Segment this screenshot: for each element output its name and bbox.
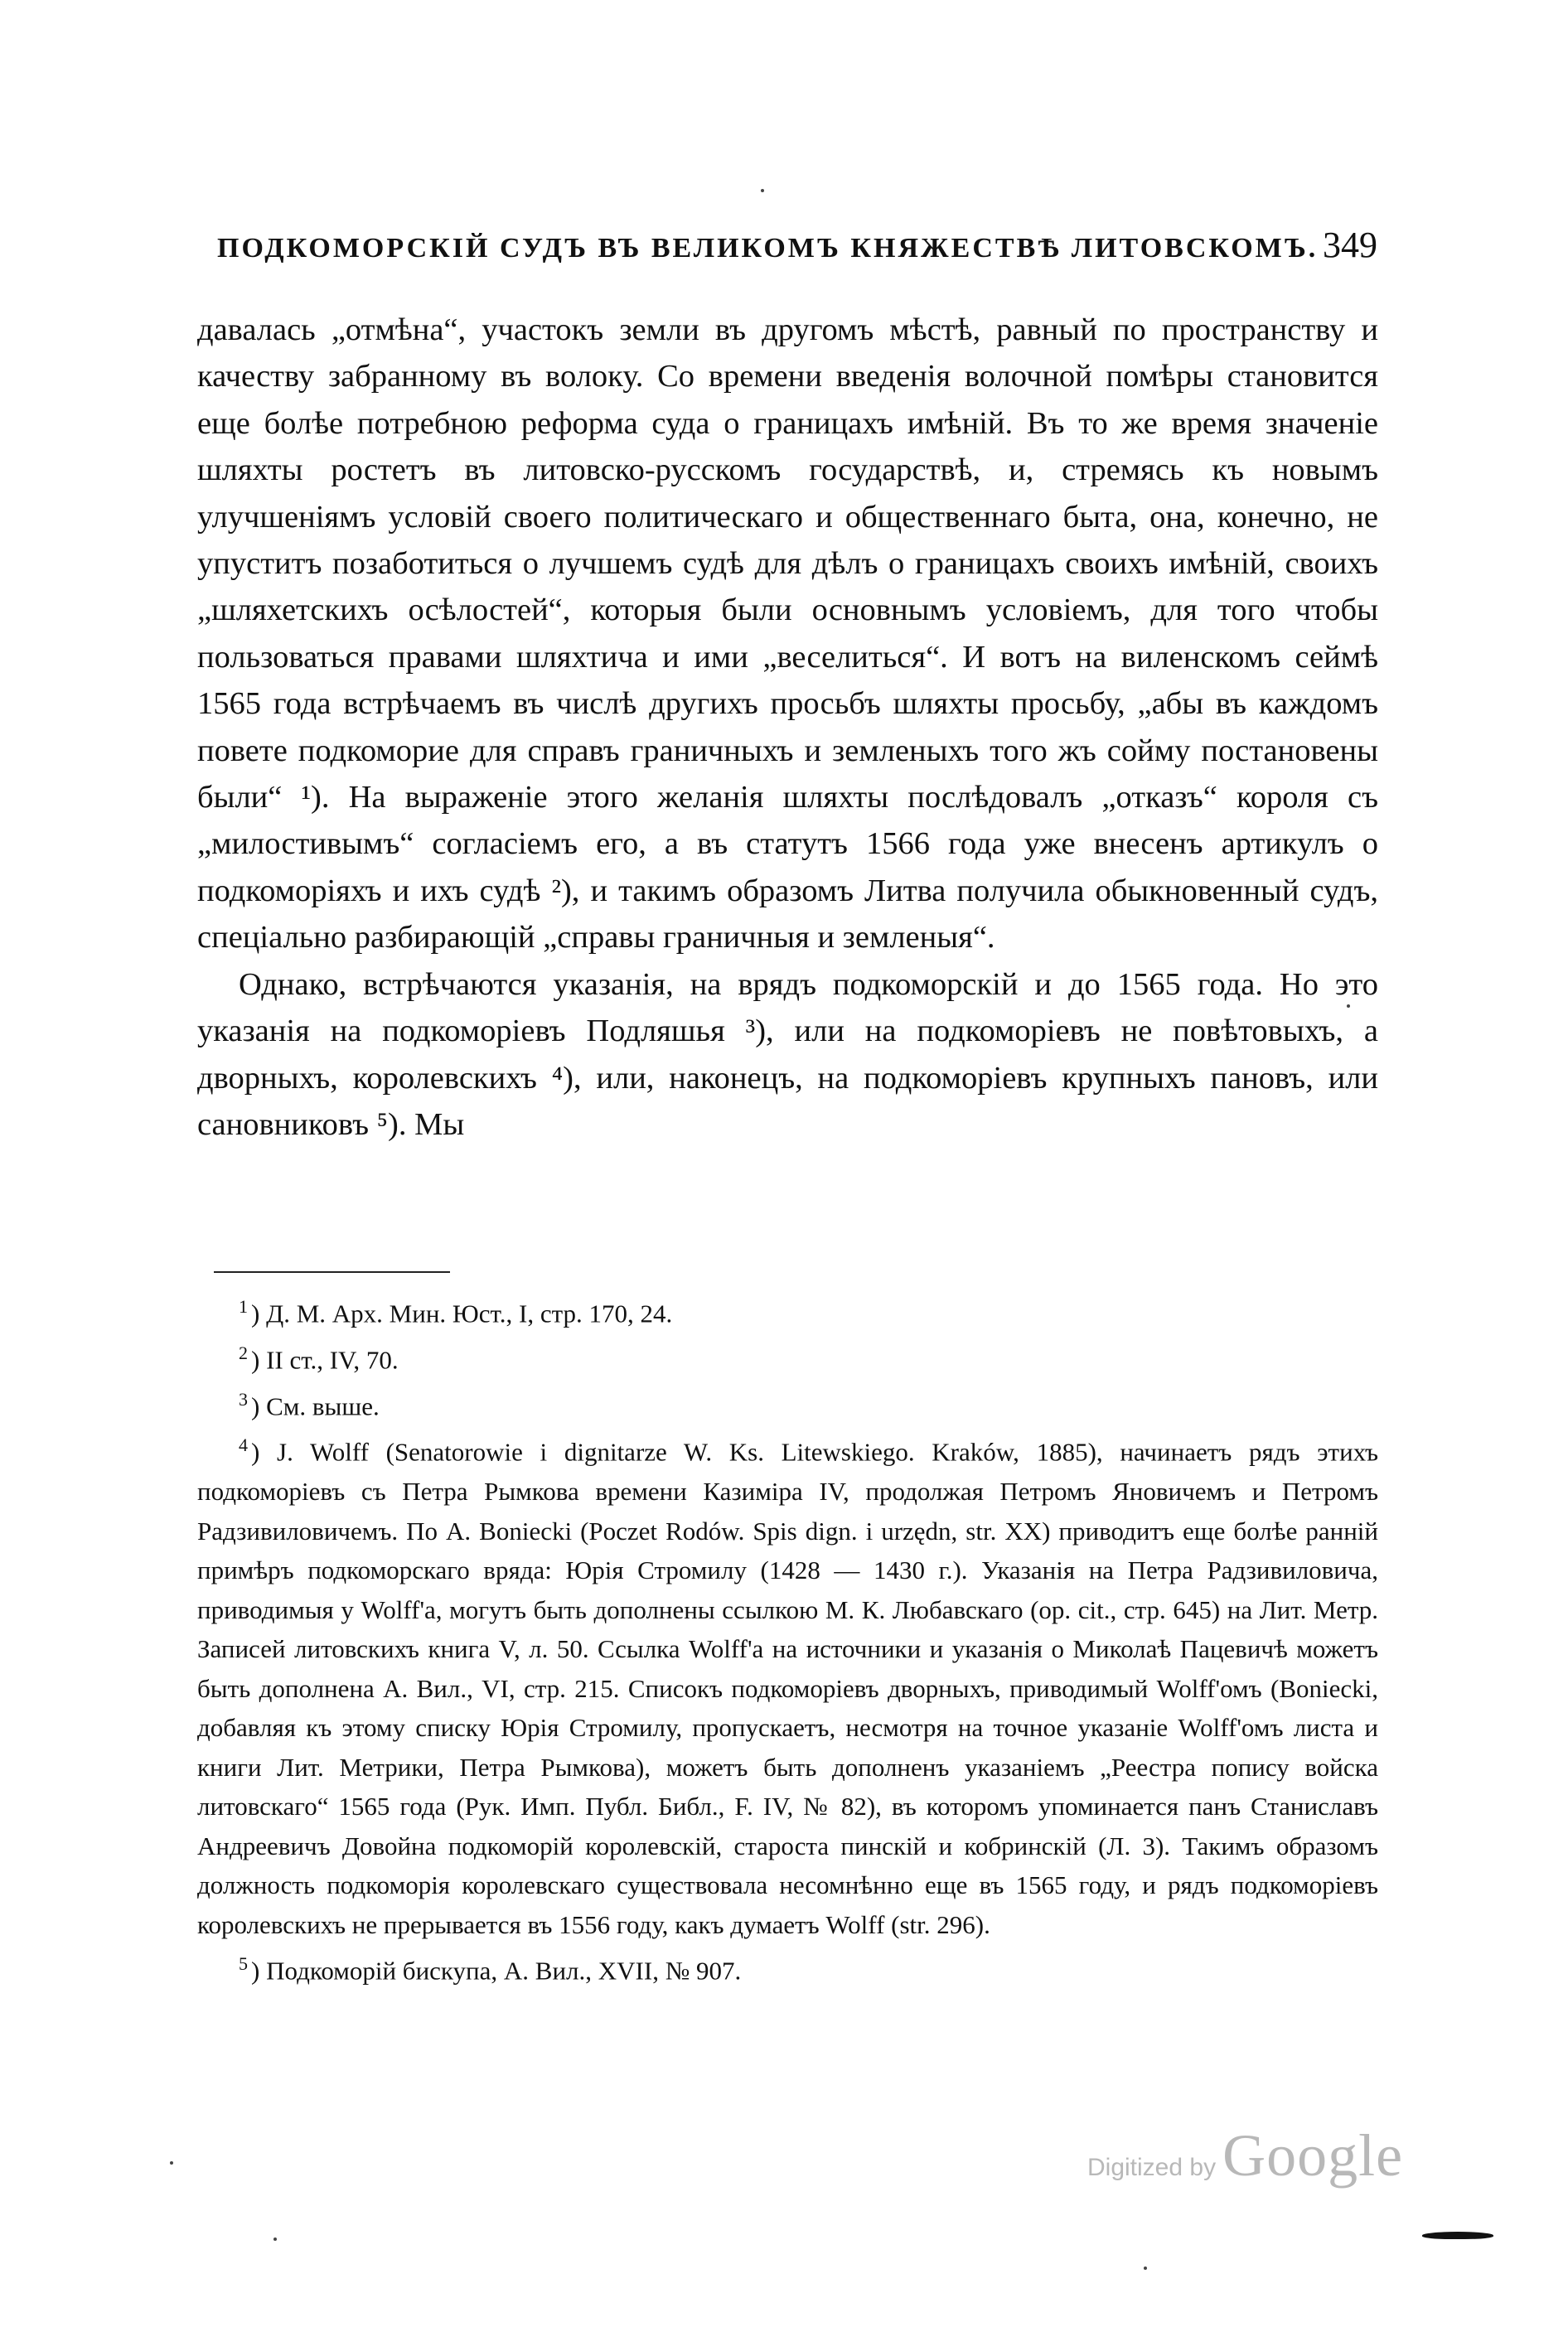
footnote-text: Д. М. Арх. Мин. Юст., I, стр. 170, 24. [266,1299,673,1328]
running-header [217,224,1377,273]
main-text [197,307,1378,1148]
scan-speck [1144,2267,1147,2270]
footnote-text: Подкоморій бискупа, А. Вил., XVII, № 907. [266,1956,742,1986]
footnote-number: 5 [239,1953,248,1975]
scan-speck [761,189,764,192]
footnote-rule [214,1271,450,1273]
footnote: $^3$ ) См. выше. [239,1388,380,1420]
footnote: $^2$ ) II ст., IV, 70. [239,1342,399,1375]
footnote-number: 1 [239,1296,248,1317]
digitized-watermark [1087,2121,1460,2196]
paragraph: Однако, встрѣчаются указанія, на врядъ подкоморскій и до 1565 года. Но это указанія на подкоморіевъ Подляшья ³), или на подкоморіевъ не повѣтовыхъ, а дворныхъ, королевскихъ ⁴), или, наконецъ, на подкоморіевъ крупныхъ пановъ, или сановниковъ ⁵). Мы [197,966,1378,1142]
footnote: $^1$ ) Д. М. Арх. Мин. Юст., I, стр. 170, 24. [239,1296,673,1328]
footnote: $^5$ ) Подкоморій бискупа, А. Вил., XVII, № 907. [239,1953,742,1986]
scan-speck [273,2238,277,2241]
google-logo: Google [1222,2122,1404,2189]
scan-speck [1347,1004,1350,1008]
scan-speck [170,2161,173,2165]
footnote-number: 4 [239,1434,248,1456]
footnote-text: II ст., IV, 70. [266,1345,399,1375]
footnote: $^4$ ) J. Wolff (Senatorowie i dignitarze W. Ks. Litewskiego. Kraków, 1885), начинаетъ рядъ этихъ подкоморіевъ съ Петра Рымкова времени Казиміра IV, продолжая Петромъ Яновичемъ и Петромъ Радзивиловичемъ. По А. Boniecki (Poczet Rodów. Spis dign. i urzędn, str. XX) приводитъ еще болѣе ранній примѣръ подкоморскаго вряда: Юрія Стромилу (1428 — 1430 г.). Указанія на Петра Радзивиловича, приводимыя у Wolff'а, могутъ быть дополнены ссылкою М. К. Любавскаго (op. cit., стр. 645) на Лит. Метр. Записей литовскихъ книга V, л. 50. Ссылка Wolff'а на источники и указанія о Миколаѣ Пацевичѣ можетъ быть дополнена А. Вил., VI, стр. 215. Списокъ подкоморіевъ дворныхъ, приводимый Wolff'омъ (Boniecki, добавляя къ этому списку Юрія Стромилу, пропускаетъ, несмотря на точное указаніе Wolff'омъ листа и книги Лит. Метрики, Петра Рымкова), можетъ быть дополненъ указаніемъ „Реестра попису войска литовскаго“ 1565 года (Рук. Имп. Публ. Библ., F. IV, № 82), въ которомъ упоминается панъ Станиславъ Андреевичъ Довойна подкоморій королевскій, староста пинскій и кобринскій (Л. 3). Такимъ образомъ должность подкоморія королевскаго существовала несомнѣнно еще въ 1565 году, и рядъ подкоморіевъ королевскихъ не прерывается въ 1556 году, какъ думаетъ Wolff (str. 296). [197,1434,1379,1939]
paragraph: давалась „отмѣна“, участокъ земли въ другомъ мѣстѣ, равный по пространству и качеству забранному въ волоку. Со времени введенія волочной помѣры становится еще болѣе потребною реформа суда о границахъ имѣній. Въ то же время значеніе шляхты ростетъ въ литовско-русскомъ государствѣ, и, стремясь къ новымъ улучшеніямъ условій своего политическаго и общественнаго быта, она, конечно, не упуститъ позаботиться о лучшемъ судѣ для дѣлъ о границахъ своихъ имѣній, своихъ „шляхетскихъ осѣлостей“, которыя были основнымъ условіемъ, для того чтобы пользоваться правами шляхтича и ими „веселиться“. И вотъ на виленскомъ сеймѣ 1565 года встрѣчаемъ въ числѣ другихъ просьбъ шляхты просьбу, „абы въ каждомъ повете подкоморие для справъ граничныхъ и земленыхъ того жъ сойму постановены были“ ¹). На выраженіе этого желанія шляхты послѣдовалъ „отказъ“ короля съ „милостивымъ“ согласіемъ его, а въ статутъ 1566 года уже внесенъ артикулъ о подкоморіяхъ и ихъ судѣ ²), и такимъ образомъ Литва получила обыкновенный судъ, спеціально разбирающій „справы граничныя и земленыя“. [197,312,1378,955]
footnote-number: 2 [239,1342,248,1363]
footnote-text: J. Wolff (Senatorowie i dignitarze W. Ks. Litewskiego. Kraków, 1885), начинаетъ рядъ этихъ подкоморіевъ съ Петра Рымкова времени Казиміра IV, продолжая Петромъ Яновичемъ и Петромъ Радзивиловичемъ. По А. Boniecki (Poczet Rodów. Spis dign. i urzędn, str. XX) приводитъ еще болѣе ранній примѣръ подкоморскаго вряда: Юрія Стромилу (1428 — 1430 г.). Указанія на Петра Радзивиловича, приводимыя у Wolff'а, могутъ быть дополнены ссылкою М. К. Любавскаго (op. cit., стр. 645) на Лит. Метр. Записей литовскихъ книга V, л. 50. Ссылка Wolff'а на источники и указанія о Миколаѣ Пацевичѣ можетъ быть дополнена А. Вил., VI, стр. 215. Списокъ подкоморіевъ дворныхъ, приводимый Wolff'омъ (Boniecki, добавляя къ этому списку Юрія Стромилу, пропускаетъ, несмотря на точное указаніе Wolff'омъ листа и книги Лит. Метрики, Петра Рымкова), можетъ быть дополненъ указаніемъ „Реестра попису войска литовскаго“ 1565 года (Рук. Имп. Публ. Библ., F. IV, № 82), въ которомъ упоминается панъ Станиславъ Андреевичъ Довойна подкоморій королевскій, староста пинскій и кобринскій (Л. 3). Такимъ образомъ должность подкоморія королевскаго существовала несомнѣнно еще въ 1565 году, и рядъ подкоморіевъ королевскихъ не прерывается въ 1556 году, какъ думаетъ Wolff (str. 296). [197,1437,1379,1939]
running-title: ПОДКОМОРСКІЙ СУДЪ ВЪ ВЕЛИКОМЪ КНЯЖЕСТВѢ ЛИТОВСКОМЪ. [217,233,1319,264]
page-number: 349 [1323,225,1377,265]
footnote-text: См. выше. [266,1391,380,1420]
watermark-prefix: Digitized by [1087,2154,1217,2181]
scan-mark [1422,2232,1493,2239]
footnotes [197,1287,1378,1991]
footnote-number: 3 [239,1388,248,1410]
